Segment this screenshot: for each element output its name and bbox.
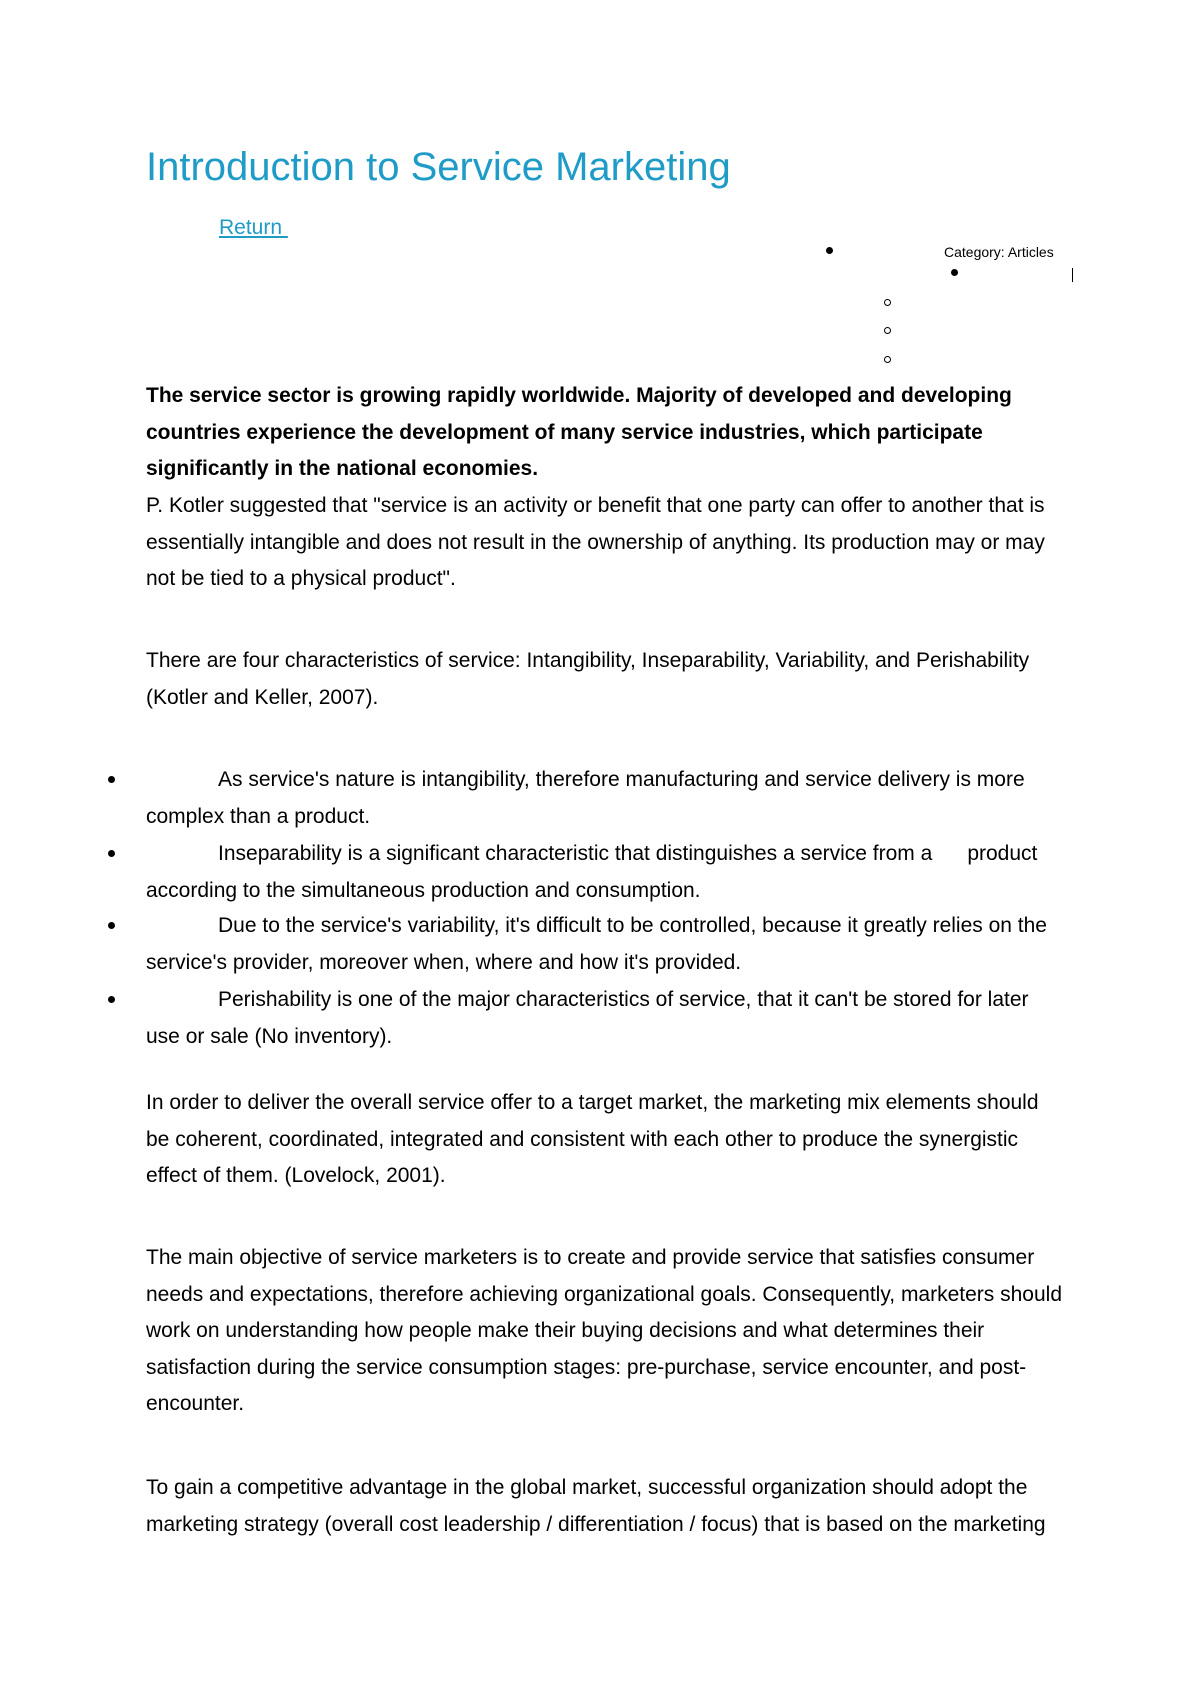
page-title: Introduction to Service Marketing (146, 145, 731, 189)
marketing-mix-paragraph: In order to deliver the overall service offer to a target market, the marketing mix elements should be coherent, coordinated, integrated and consistent with each other to produce the synergistic effect of them. (Lovelock, 2001). (146, 1091, 1039, 1188)
kotler-quote-paragraph: P. Kotler suggested that "service is an activity or benefit that one party can offer to another that is essentially intangible and does not result in the ownership of anything. Its production may or may not be tied to a physical product". (146, 494, 1045, 591)
competitive-advantage-paragraph: To gain a competitive advantage in the global market, successful organization should adopt the marketing strategy (overall cost leadership / differentiation / focus) that is based on the marketing (146, 1476, 1046, 1536)
list-bullet-icon (108, 776, 115, 783)
list-bullet-icon (108, 922, 115, 929)
list-item-perishability: Perishability is one of the major characteristics of service, that it can't be stored for later use or sale (No inventory). (146, 988, 1029, 1048)
characteristics-paragraph: There are four characteristics of service: Intangibility, Inseparability, Variability, and Perishability (Kotler and Keller, 2007). (146, 649, 1030, 709)
meta-bullet-icon (951, 269, 958, 276)
list-item-intangibility: As service's nature is intangibility, therefore manufacturing and service delivery is more complex than a product. (146, 768, 1025, 828)
intro-paragraph: The service sector is growing rapidly worldwide. Majority of developed and developing countries experience the development of many service industries, which participate significantly in the national economies. (146, 384, 1012, 481)
list-item-variability: Due to the service's variability, it's difficult to be controlled, because it greatly relies on the service's provider, moreover when, where and how it's provided. (146, 914, 1047, 974)
list-bullet-icon (108, 996, 115, 1003)
return-link[interactable]: Return (219, 216, 288, 239)
list-item-inseparability: Inseparability is a significant characteristic that distinguishes a service from a product according to the simultaneous production and consumption. (146, 842, 1038, 902)
list-bullet-icon (108, 850, 115, 857)
separator-mark (1072, 268, 1073, 282)
objective-paragraph: The main objective of service marketers is to create and provide service that satisfies consumer needs and expectations, therefore achieving organizational goals. Consequently, marketers should work on understanding how people make their buying decisions and what determines their satisfaction during the service consumption stages: pre-purchase, service encounter, and post-encounter. (146, 1246, 1063, 1416)
meta-sub-bullet-icon (884, 356, 891, 363)
category-label: Category: Articles (944, 244, 1054, 260)
meta-bullet-icon (826, 247, 833, 254)
meta-sub-bullet-icon (884, 299, 891, 306)
meta-sub-bullet-icon (884, 327, 891, 334)
